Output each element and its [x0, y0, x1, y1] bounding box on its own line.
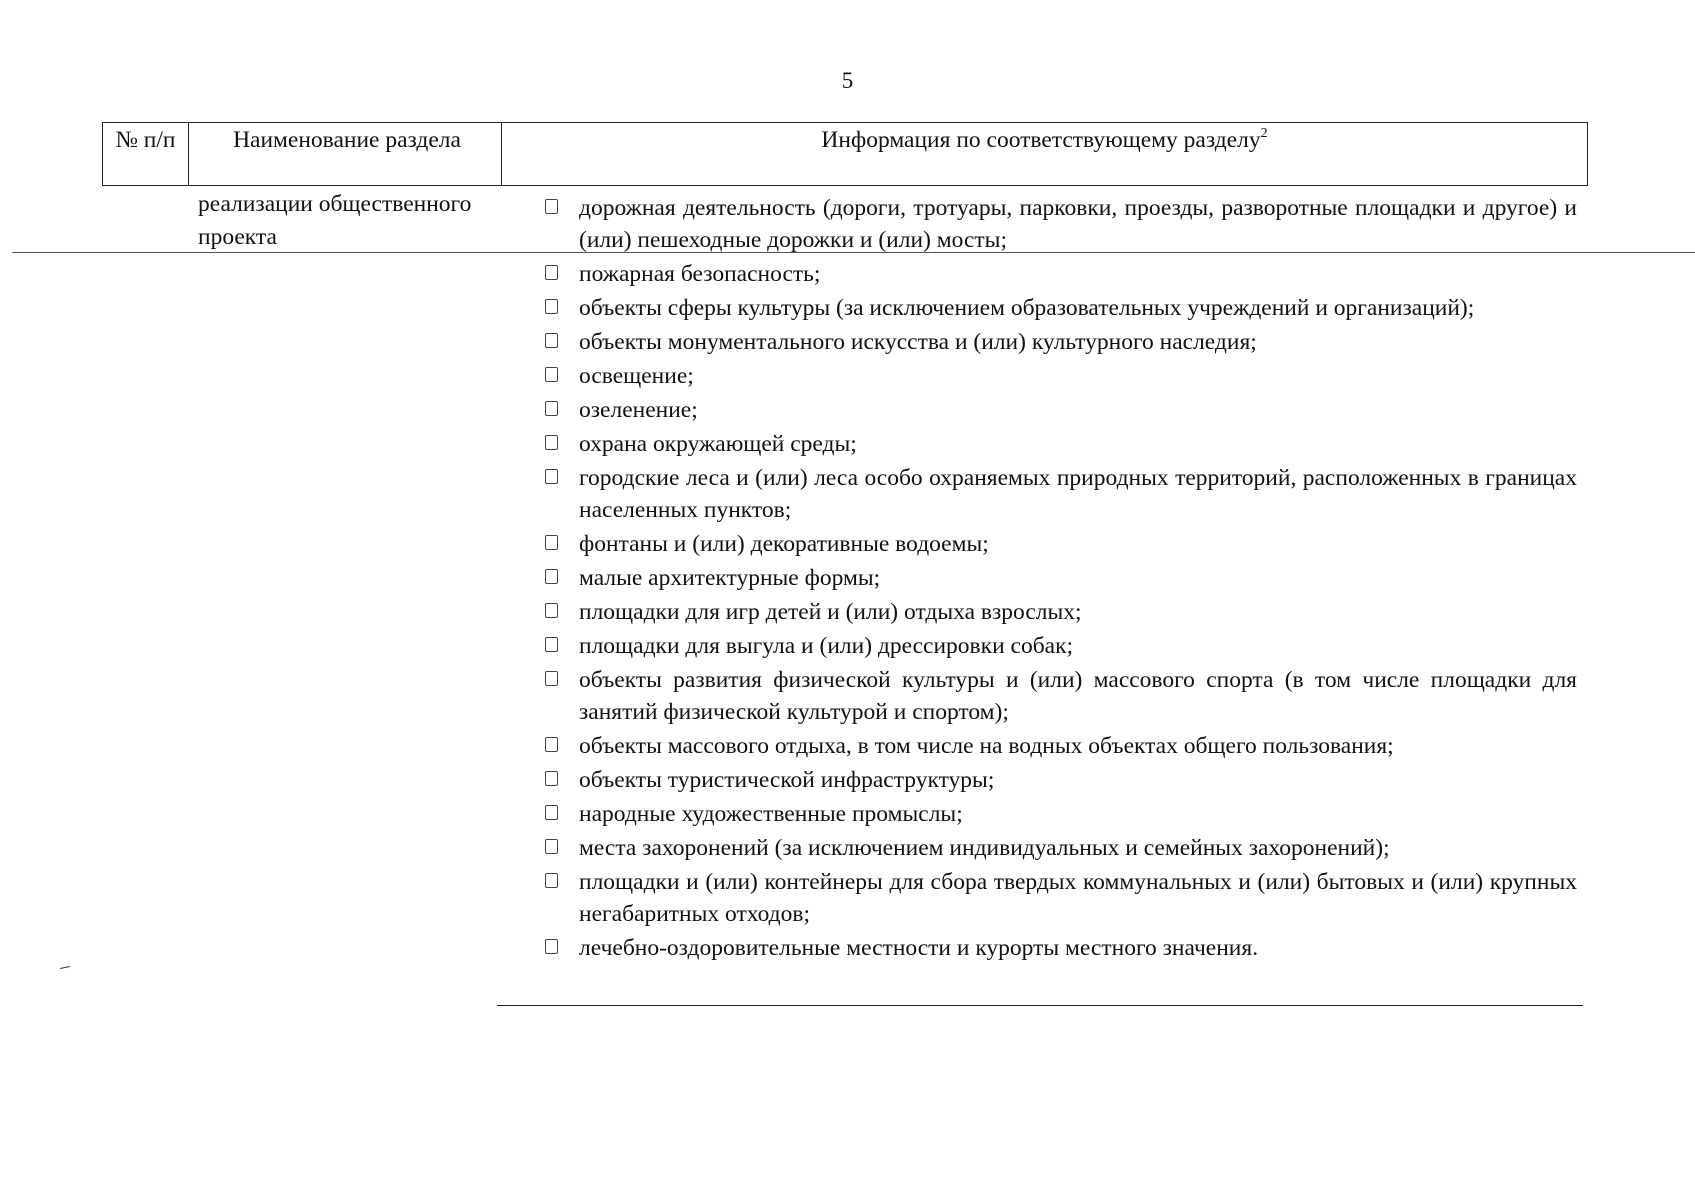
checklist-item [545, 360, 1577, 392]
checklist-item [545, 528, 1577, 560]
checklist-item [545, 596, 1577, 628]
checklist-item-label: городские леса и (или) леса особо охраняемых природных территорий, расположенных в границах населенных пунктов; [579, 465, 1577, 523]
checklist-item-label: охрана окружающей среды; [579, 431, 857, 457]
checklist-item-label: объекты туристической инфраструктуры; [579, 767, 995, 793]
header-section-name-column: Наименование раздела [189, 123, 502, 185]
header-number-column: № п/п [103, 123, 189, 185]
checklist-item [545, 192, 1577, 256]
header-info-label: Информация по соответствующему разделу [821, 127, 1261, 153]
page-number: 5 [841, 68, 854, 93]
checkbox-icon[interactable] [545, 637, 558, 652]
checklist-item [545, 932, 1577, 964]
checklist-item [545, 562, 1577, 594]
checklist-item-label: объекты развития физической культуры и (или) массового спорта (в том числе площадки для занятий физической культурой и спортом); [579, 667, 1577, 725]
checklist-item-label: малые архитектурные формы; [579, 565, 881, 591]
checklist-item-label: лечебно-оздоровительные местности и курорты местного значения. [579, 935, 1259, 961]
checkbox-icon[interactable] [545, 873, 558, 888]
checkbox-icon[interactable] [545, 367, 558, 382]
checklist-item-label: народные художественные промыслы; [579, 801, 963, 827]
checkbox-icon[interactable] [545, 771, 558, 786]
checkbox-icon[interactable] [545, 435, 558, 450]
checklist-item [545, 258, 1577, 290]
checklist-item-label: дорожная деятельность (дороги, тротуары, парковки, проезды, разворотные площадки и другое) и (или) пешеходные дорожки и (или) мосты; [579, 195, 1577, 253]
checklist-item-label: озеленение; [579, 397, 698, 423]
checkbox-icon[interactable] [545, 401, 558, 416]
checklist-item [545, 764, 1577, 796]
table-bottom-border [497, 1005, 1583, 1006]
checklist-item [545, 394, 1577, 426]
checklist-item-label: пожарная безопасность; [579, 261, 821, 287]
checkbox-icon[interactable] [545, 469, 558, 484]
checklist-item-label: освещение; [579, 363, 694, 389]
checkbox-icon[interactable] [545, 535, 558, 550]
checklist-item [545, 630, 1577, 662]
checklist-item [545, 462, 1577, 526]
checklist-item [545, 832, 1577, 864]
checkbox-icon[interactable] [545, 199, 558, 214]
margin-mark [60, 966, 70, 969]
checkbox-icon[interactable] [545, 569, 558, 584]
checklist-item-label: площадки для выгула и (или) дрессировки собак; [579, 633, 1074, 659]
checklist-item [545, 730, 1577, 762]
checklist-item-label: площадки и (или) контейнеры для сбора твердых коммунальных и (или) бытовых и (или) крупных негабаритных отходов; [579, 869, 1577, 927]
checklist-item [545, 664, 1577, 728]
checkbox-icon[interactable] [545, 333, 558, 348]
checklist-item [545, 866, 1577, 930]
checklist-item [545, 798, 1577, 830]
checklist-item-label: объекты массового отдыха, в том числе на водных объектах общего пользования; [579, 733, 1394, 759]
checkbox-icon[interactable] [545, 671, 558, 686]
table-header [102, 122, 1588, 186]
checklist-item-label: площадки для игр детей и (или) отдыха взрослых; [579, 599, 1082, 625]
checkbox-icon[interactable] [545, 265, 558, 280]
checklist-item [545, 428, 1577, 460]
checkbox-icon[interactable] [545, 805, 558, 820]
checkbox-icon[interactable] [545, 299, 558, 314]
section-name: реализации общественного проекта [198, 191, 472, 250]
checkbox-icon[interactable] [545, 939, 558, 954]
checklist-item-label: объекты монументального искусства и (или) культурного наследия; [579, 329, 1257, 355]
footnote-marker: 2 [1260, 126, 1268, 141]
checkbox-icon[interactable] [545, 737, 558, 752]
checklist-item [545, 326, 1577, 358]
checklist-item-label: фонтаны и (или) декоративные водоемы; [579, 531, 989, 557]
checkbox-icon[interactable] [545, 603, 558, 618]
checklist-item [545, 292, 1577, 324]
checklist-item-label: объекты сферы культуры (за исключением образовательных учреждений и организаций); [579, 295, 1475, 321]
checkbox-list [545, 192, 1577, 966]
checkbox-icon[interactable] [545, 839, 558, 854]
header-info-column [502, 123, 1587, 185]
checklist-item-label: места захоронений (за исключением индивидуальных и семейных захоронений); [579, 835, 1390, 861]
